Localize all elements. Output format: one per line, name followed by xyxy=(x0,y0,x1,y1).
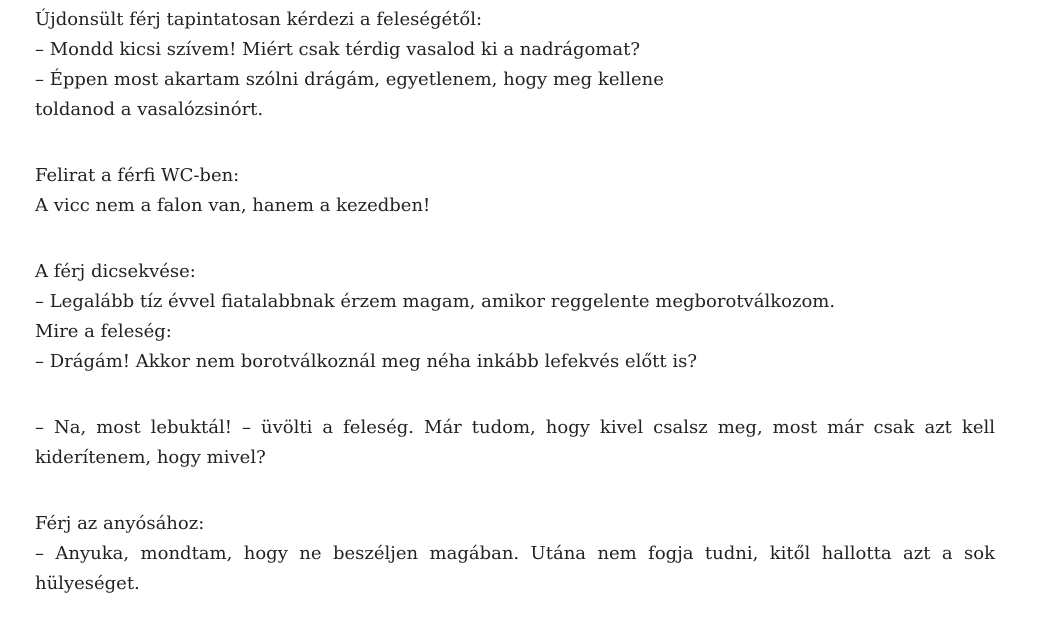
joke-4 xyxy=(35,413,995,473)
joke-1-line-2: – Mondd kicsi szívem! Miért csak térdig vasalod ki a nadrágomat? xyxy=(35,39,640,60)
joke-5-paragraph: – Anyuka, mondtam, hogy ne beszéljen magában. Utána nem fogja tudni, kitől hallotta azt a sok hülyeséget. xyxy=(35,543,995,594)
joke-1 xyxy=(35,5,995,125)
joke-2-line-1: Felirat a férfi WC-ben: xyxy=(35,165,240,186)
joke-1-line-1: Újdonsült férj tapintatosan kérdezi a feleségétől: xyxy=(35,9,483,30)
joke-3-line-1: A férj dicsekvése: xyxy=(35,261,196,282)
joke-5-line-1: Férj az anyósához: xyxy=(35,513,205,534)
joke-2-line-2: A vicc nem a falon van, hanem a kezedben! xyxy=(35,195,431,216)
joke-3-line-3: Mire a feleség: xyxy=(35,321,172,342)
joke-document xyxy=(35,5,995,599)
joke-3 xyxy=(35,257,995,377)
joke-3-line-2: – Legalább tíz évvel fiatalabbnak érzem magam, amikor reggelente megborotválkozom. xyxy=(35,291,836,312)
joke-1-line-4: toldanod a vasalózsinórt. xyxy=(35,99,264,120)
joke-1-line-3: – Éppen most akartam szólni drágám, egyetlenem, hogy meg kellene xyxy=(35,69,664,90)
joke-4-paragraph: – Na, most lebuktál! – üvölti a feleség. Már tudom, hogy kivel csalsz meg, most már csak azt kell kiderítenem, hogy mivel? xyxy=(35,417,995,468)
joke-2 xyxy=(35,161,995,221)
joke-3-line-4: – Drágám! Akkor nem borotválkoznál meg néha inkább lefekvés előtt is? xyxy=(35,351,698,372)
joke-5 xyxy=(35,509,995,599)
